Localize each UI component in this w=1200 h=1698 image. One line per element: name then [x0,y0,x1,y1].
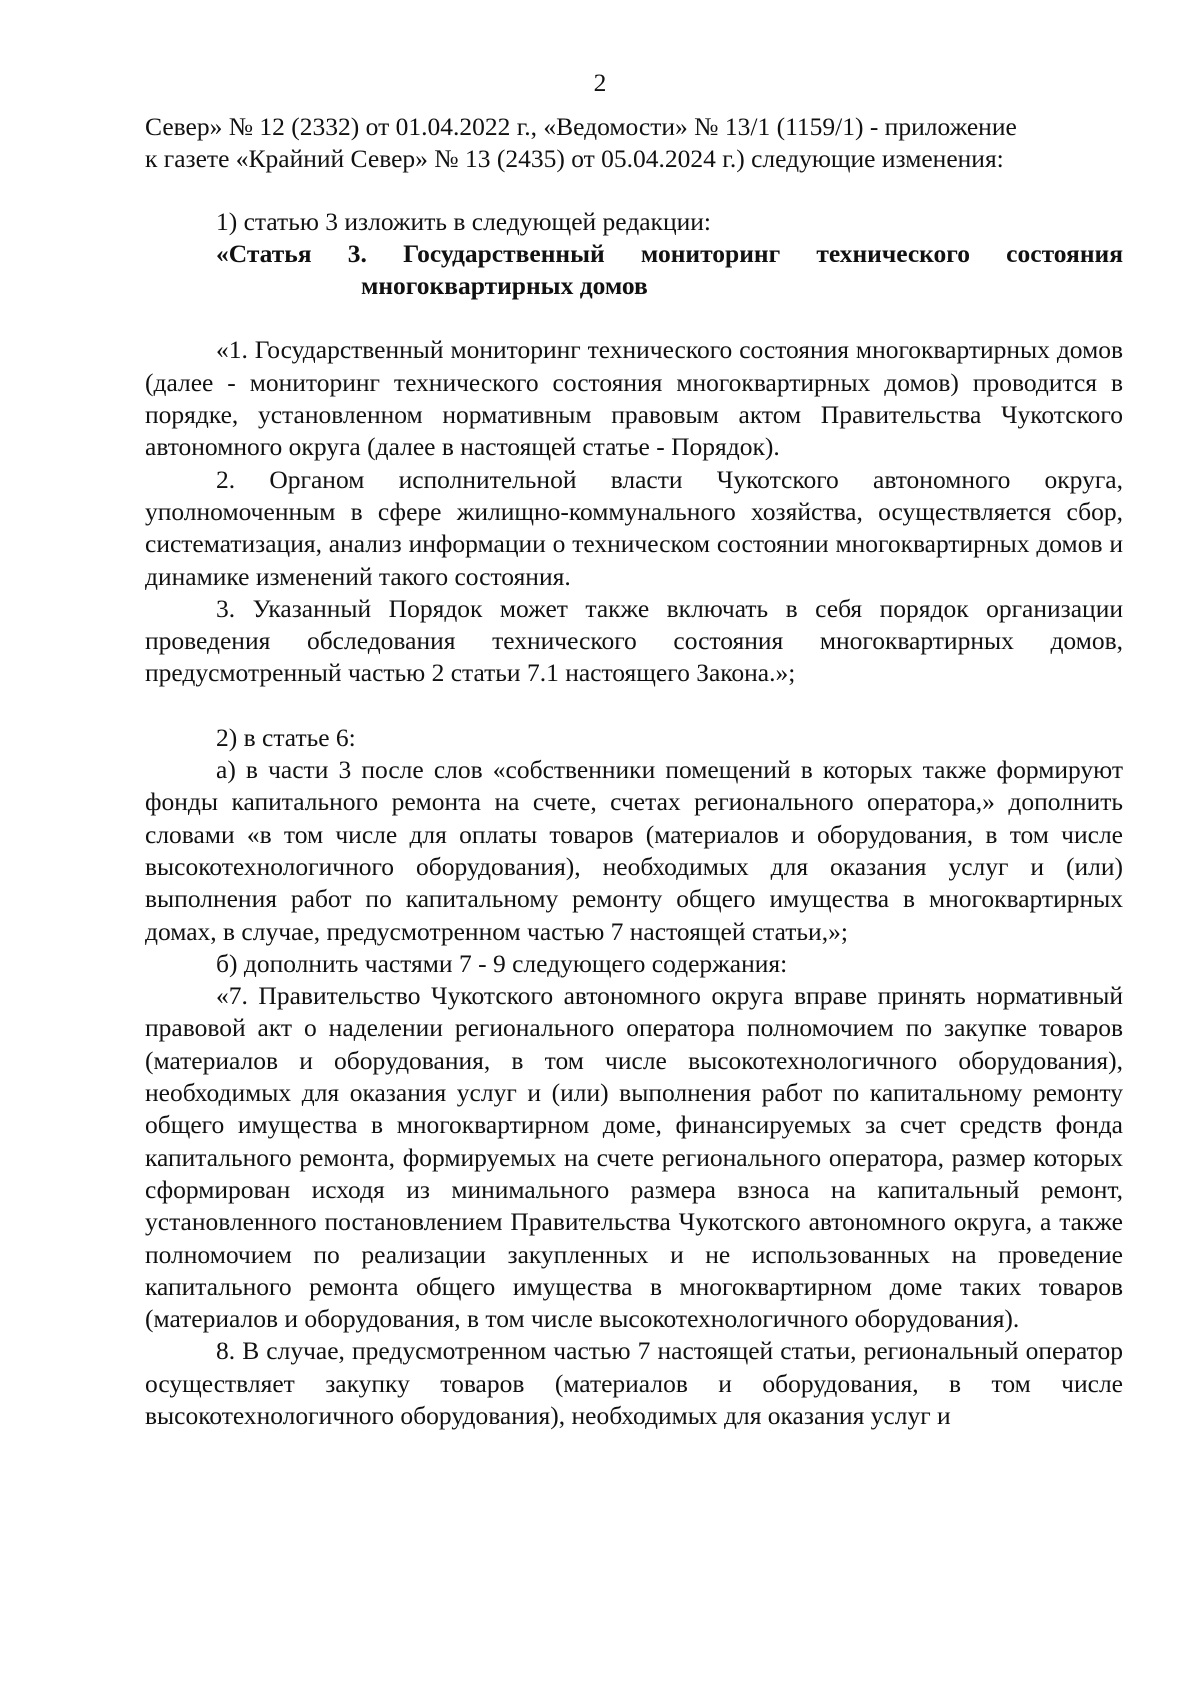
document-body [145,111,1123,1432]
part-7-paragraph: «7. Правительство Чукотского автономного округа вправе принять нормативный правовой акт о наделении регионального оператора полномочием по закупке товаров (материалов и оборудования, в том числе высокотехнологичного оборудования), необходимых для оказания услуг и (или) выполнения работ по капитальному ремонту общего имущества в многоквартирном доме, финансируемых за счет средств фонда капитального ремонта, формируемых на счете регионального оператора, размер которых сформирован исходя из минимального размера взноса на капитальный ремонт, установленного постановлением Правительства Чукотского автономного округа, а также полномочием по реализации закупленных и не использованных на проведение капитального ремонта общего имущества в многоквартирном доме таких товаров (материалов и оборудования, в том числе высокотехнологичного оборудования). [145,981,1123,1334]
item-2-intro: 2) в статье 6: [216,722,356,752]
part-8-paragraph: 8. В случае, предусмотренном частью 7 настоящей статьи, региональный оператор осуществляет закупку товаров (материалов и оборудования, в том числе высокотехнологичного оборудования), необходимых для оказания услуг и [145,1336,1123,1430]
item-1-intro: 1) статью 3 изложить в следующей редакции: [216,206,711,236]
page-number: 2 [593,68,607,97]
intro-line-2: к газете «Крайний Север» № 13 (2435) от 05.04.2024 г.) следующие изменения: [145,144,1004,174]
article-3-paragraph-1: «1. Государственный мониторинг технического состояния многоквартирных домов (далее - мониторинг технического состояния многоквартирных домов) проводится в порядке, установленном нормативным правовым актом Правительства Чукотского автономного округа (далее в настоящей статье - Порядок). [145,335,1123,462]
item-2-subitem-a: а) в части 3 после слов «собственники помещений в которых также формируют фонды капитального ремонта на счете, счетах регионального оператора,» дополнить словами «в том числе для оплаты товаров (материалов и оборудования, в том числе высокотехнологичного оборудования), необходимых для оказания услуг и (или) выполнения работ по капитальному ремонту общего имущества в многоквартирных домах, в случае, предусмотренном частью 7 настоящей статьи,»; [145,755,1123,946]
article-3-paragraph-2: 2. Органом исполнительной власти Чукотского автономного округа, уполномоченным в сфере жилищно-коммунального хозяйства, осуществляется сбор, систематизация, анализ информации о техническом состоянии многоквартирных домов и динамике изменений такого состояния. [145,464,1123,591]
intro-line-1: Север» № 12 (2332) от 01.04.2022 г., «Ведомости» № 13/1 (1159/1) - приложение [145,112,1017,141]
article-3-title-continued: многоквартирных домов [361,271,648,301]
article-3-title: «Статья 3. Государственный мониторинг технического состояния [216,238,1123,268]
article-3-paragraph-3: 3. Указанный Порядок может также включать в себя порядок организации проведения обследования технического состояния многоквартирных домов, предусмотренный частью 2 статьи 7.1 настоящего Закона.»; [145,593,1123,688]
item-2-subitem-b: б) дополнить частями 7 - 9 следующего содержания: [216,948,788,978]
